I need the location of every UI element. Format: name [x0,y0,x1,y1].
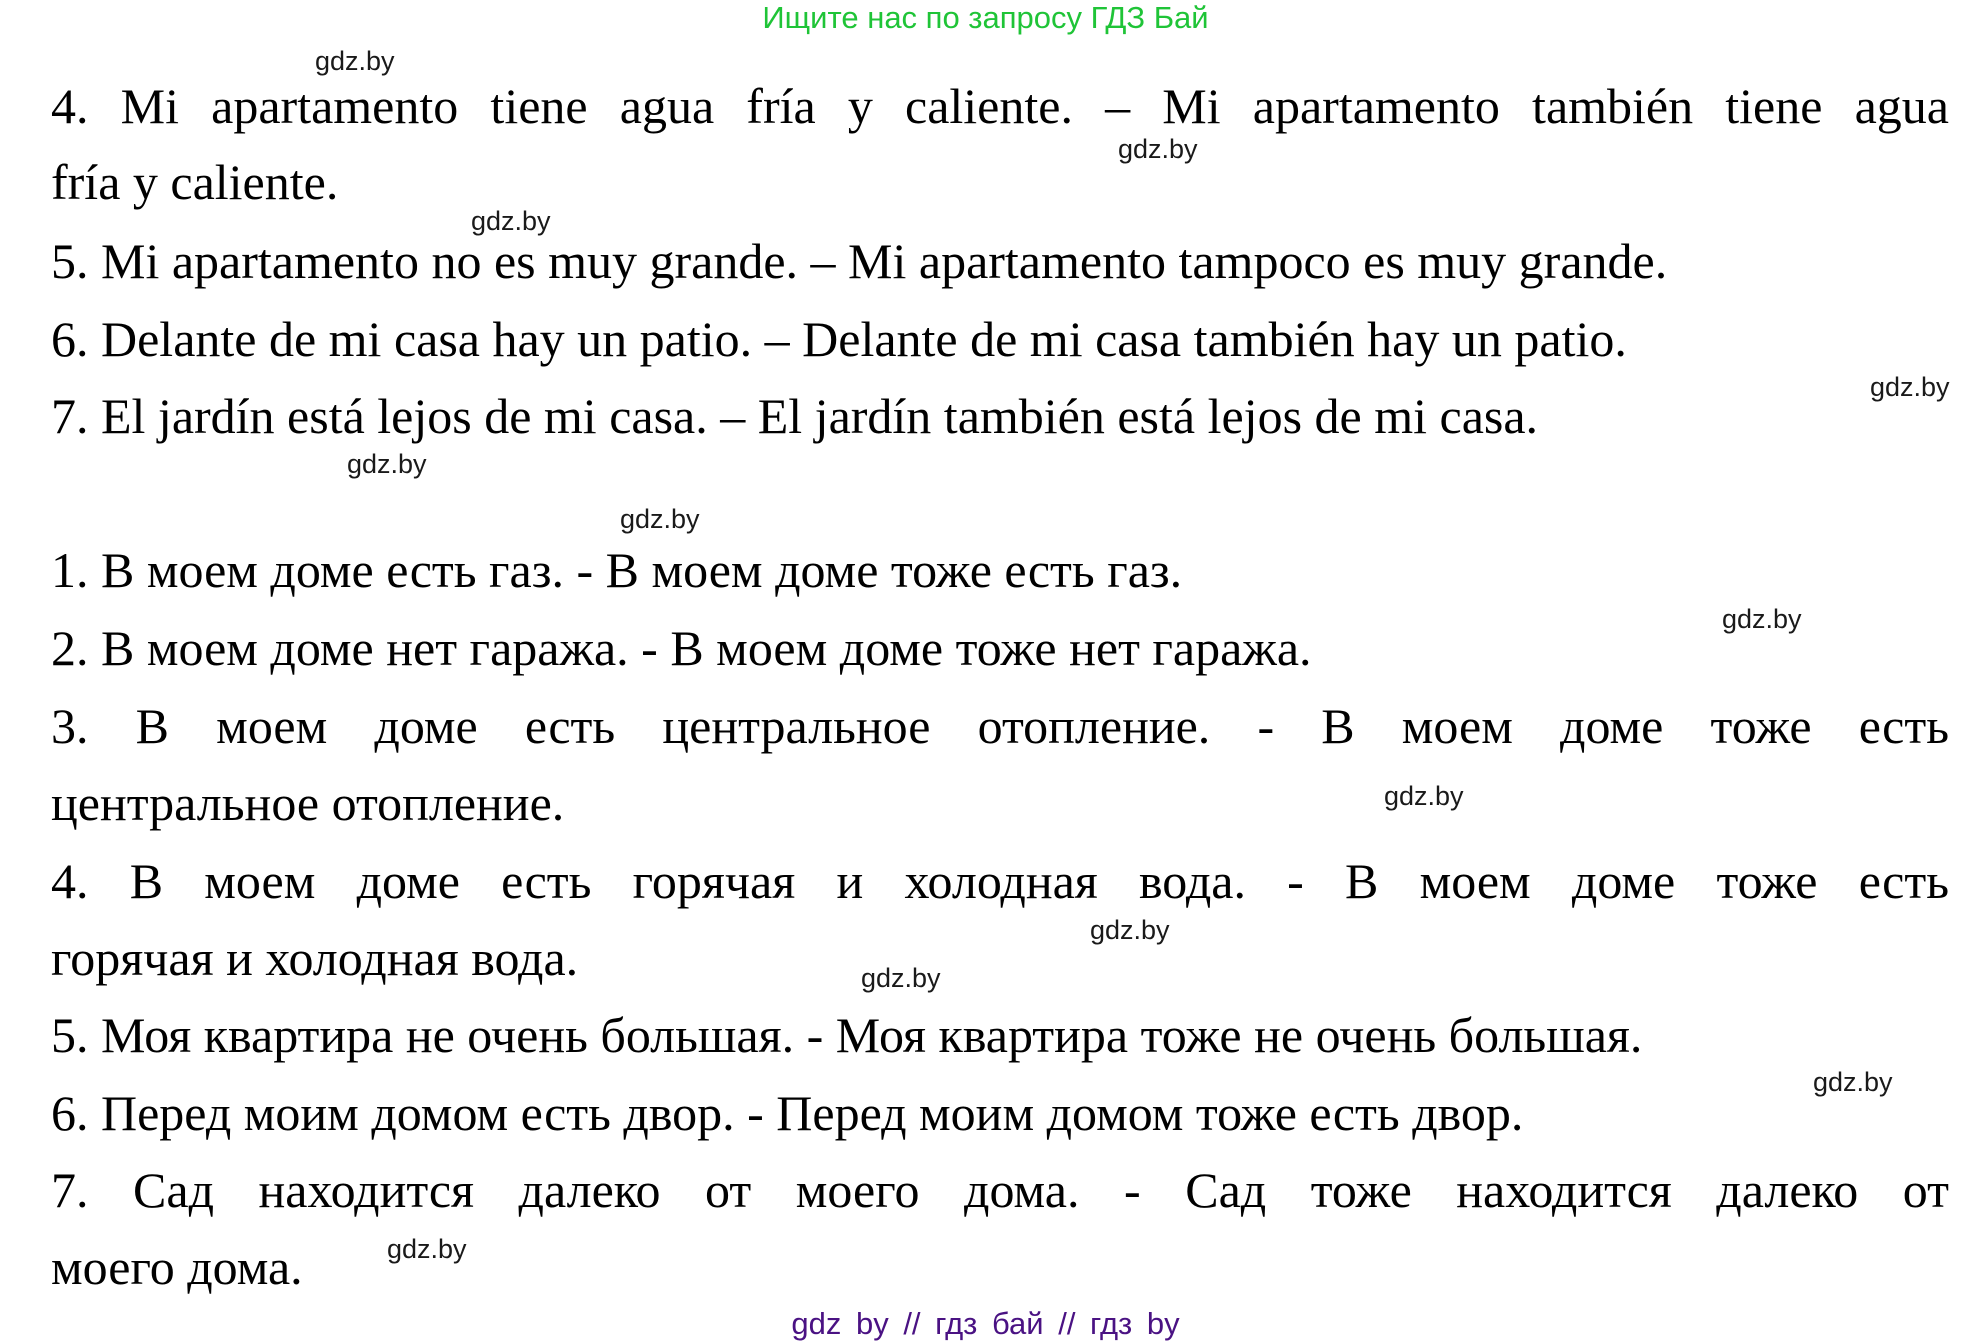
answer-line: 7. El jardín está lejos de mi casa. – El jardín también está lejos de mi casa. [51,388,1539,444]
answer-line: 5. Mi apartamento no es muy grande. – Mi apartamento tampoco es muy grande. [51,233,1668,289]
search-hint-banner: Ищите нас по запросу ГДЗ Бай [762,0,1209,35]
watermark: gdz.by [1118,134,1198,164]
watermark: gdz.by [1870,372,1950,402]
answer-line: fría y caliente. [51,154,339,210]
watermark: gdz.by [1813,1067,1893,1097]
watermark: gdz.by [471,206,551,236]
watermark: gdz.by [1722,604,1802,634]
translation-line: 7. Сад находится далеко от моего дома. - Сад тоже находится далеко от [51,1162,1949,1218]
translation-line: горячая и холодная вода. [51,930,579,986]
watermark: gdz.by [1090,915,1170,945]
site-footer: gdz by // гдз бай // гдз by [791,1306,1180,1341]
translation-line: 1. В моем доме есть газ. - В моем доме тоже есть газ. [51,542,1183,598]
watermark: gdz.by [315,46,395,76]
watermark: gdz.by [1384,781,1464,811]
translation-line: 5. Моя квартира не очень большая. - Моя квартира тоже не очень большая. [51,1007,1643,1063]
watermark: gdz.by [387,1234,467,1264]
watermark: gdz.by [620,504,700,534]
answer-line: 4. Mi apartamento tiene agua fría y caliente. – Mi apartamento también tiene agua [51,78,1949,134]
translation-line: 3. В моем доме есть центральное отопление. - В моем доме тоже есть [51,698,1949,754]
answer-line: 6. Delante de mi casa hay un patio. – Delante de mi casa también hay un patio. [51,311,1627,367]
translation-line: 6. Перед моим домом есть двор. - Перед моим домом тоже есть двор. [51,1085,1524,1141]
translation-line: 2. В моем доме нет гаража. - В моем доме тоже нет гаража. [51,620,1312,676]
translation-line: моего дома. [51,1239,303,1295]
watermark: gdz.by [347,449,427,479]
translation-line: 4. В моем доме есть горячая и холодная вода. - В моем доме тоже есть [51,853,1949,909]
translation-line: центральное отопление. [51,775,565,831]
watermark: gdz.by [861,963,941,993]
